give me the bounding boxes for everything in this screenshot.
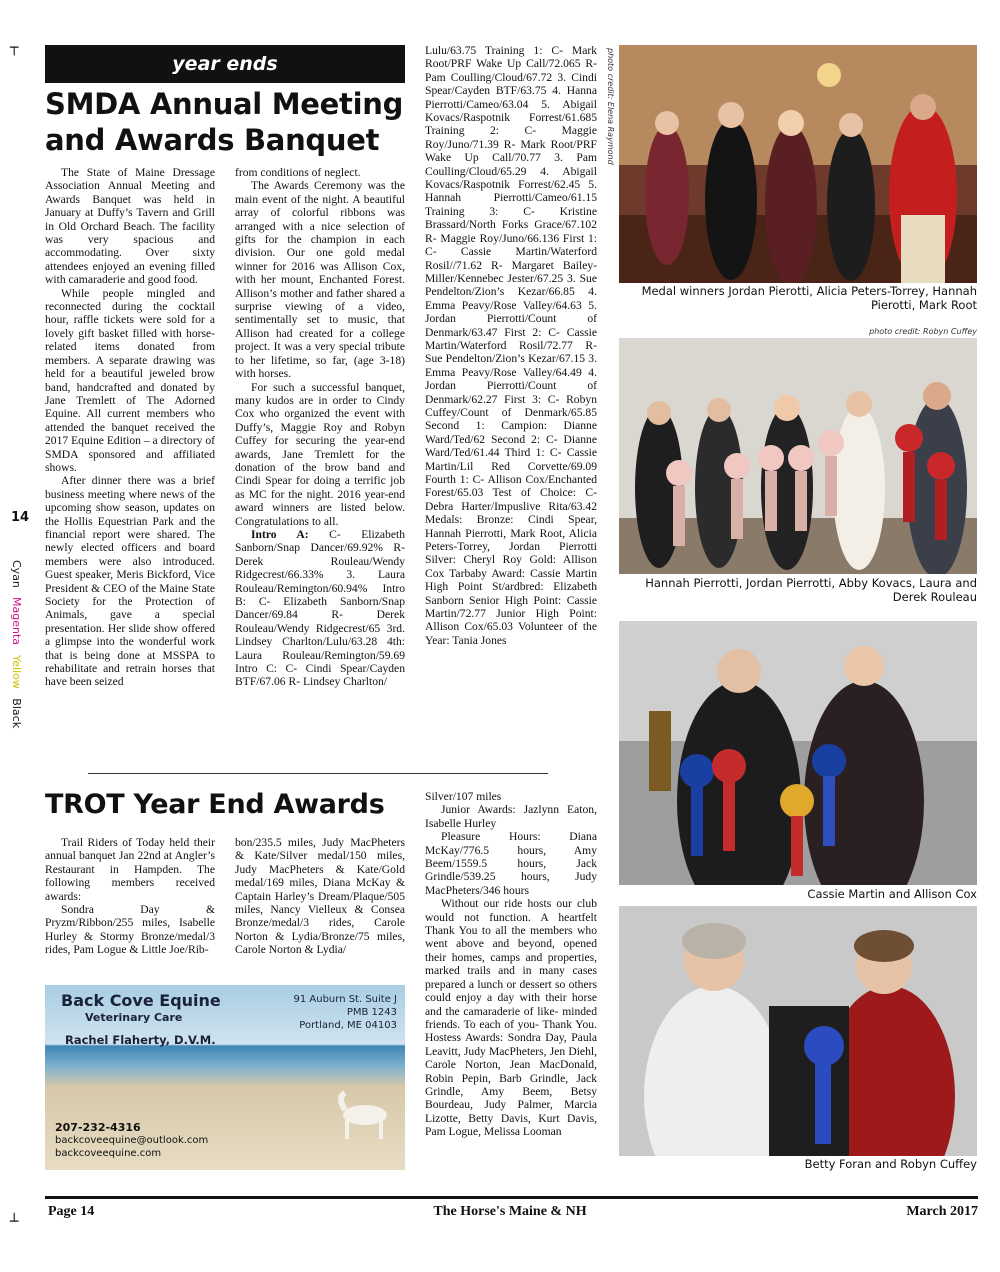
photo-betty-robyn-image [619,906,977,1156]
trot-column-3 [425,790,597,1139]
trot-column-1 [45,836,215,957]
ad-contact [55,1121,208,1160]
section-divider [88,773,548,774]
ad-business-name: Back Cove Equine [61,991,221,1010]
caption-1: Medal winners Jordan Pierotti, Alicia Peters-Torrey, Hannah Pierotti, Mark Root [641,284,977,312]
trot-paragraph: Without our ride hosts our club would not function. A heartfelt Thank You to all the members who went above and beyond, opened their homes, camps and properties, marked trails and in many cases prepared a lunch or dessert so others could enjoy a day with their horse and the camaraderie of like- minded friends. To each of you- Thank You. Hostess Awards: Sondra Day, Paula Leavitt, Judy MacPheters, Jen Diehl, Carole Norton, Jean MacDonald, Robin Pepin, Barb Grindle, Jack Grindle, Amy Beem, Betsy Bourdeau, Judy Palmer, Marcia Lizotte, Betty Davis, Kurt Davis, Pam Logue, Melissa Looman [425,897,597,1139]
smda-paragraph: The State of Maine Dressage Association Annual Meeting and Awards Banquet was held in January at Duffy’s Tavern and Grill in Old Orchard Beach. The facility was very spacious and accommodating. Over sixty attendees enjoyed an evening filled with camaraderie and good food. [45,166,215,287]
footer-date: March 2017 [906,1204,978,1219]
intro-a-label: Intro A: [251,527,309,541]
photo-ribbon-group [619,338,977,574]
color-bar-cyan: Cyan [10,560,23,588]
trot-paragraph: Sondra Day & Pryzm/Ribbon/255 miles, Isabelle Hurley & Stormy Bronze/medal/3 rides, Pam Logue & Little Joe/Rib- [45,903,215,957]
trot-column-2 [235,836,405,957]
ad-website[interactable]: backcoveequine.com [55,1148,162,1159]
smda-paragraph: The Awards Ceremony was the main event of the night. A beautiful array of colorful ribbons was arranged with a nice selection of gifts for the champion in each division. Our one gold medal winner for 2016 was Allison Cox, with her mount, Enchanted Forest. Allison’s mother and father shared a surprise viewing of a video, sentimentally set to music, that Allison had created for a college project. It was a very special tribute to her lifetime, so far, (age 3-18) with horses. [235,179,405,381]
ad-address [293,993,397,1032]
crop-mark-bottom: ┴ [10,1214,19,1230]
photo-cassie-allison-image [619,621,977,885]
smda-paragraph: While people mingled and reconnected during the cocktail hour, raffle tickets were sold for a lovely gift basket filled with horse-related items donated from members. A separate drawing was held for a beautiful jeweled brow band, handcrafted and donated by Jane Tremlett of The Adorned Equine. All current members who attended the banquet received the 2017 Equine Edition – a directory of SMDA sponsored and affiliated shows. [45,286,216,474]
photo-medal-winners [619,45,977,283]
color-bar [10,560,23,740]
trot-paragraph: Junior Awards: Jazlynn Eaton, Isabelle Hurley [425,803,597,830]
trot-paragraph: Trail Riders of Today held their annual banquet Jan 22nd at Angler’s Restaurant in Hampden. The following members received awards: [45,836,215,903]
smda-title [45,86,415,158]
smda-column-2 [235,166,405,689]
smda-column-3 [425,44,597,647]
photo-medal-winners-image [619,45,977,283]
ad-address-line1: 91 Auburn St. Suite J [293,994,397,1005]
side-page-number: 14 [11,510,30,525]
smda-paragraph: For such a successful banquet, many kudos are in order to Cindy Cox who organized the event with Duffy’s, Maggie Roy and Robyn Cuffey for securing the year-end awards, Jane Tremlett for the donation of the brow band and Cindi Spear for doing a terrific job as MC for the night. 2016 year-end award winners are listed below. Congratulations to all. [235,380,405,528]
ad-email[interactable]: backcoveequine@outlook.com [55,1135,209,1146]
smda-paragraph: from conditions of neglect. [235,166,361,179]
color-bar-black: Black [10,698,23,729]
ad-phone: 207-232-4316 [55,1121,141,1134]
ad-address-line3: Portland, ME 04103 [299,1020,397,1031]
footer-rule [45,1196,978,1199]
photo-betty-robyn [619,906,977,1156]
smda-column-1 [45,166,215,689]
photo-cassie-allison [619,621,977,885]
trot-title: TROT Year End Awards [45,789,385,820]
photo-credit-2: photo credit: Robyn Cuffey [869,327,977,336]
smda-paragraph: After dinner there was a brief business meeting where news of the upcoming show season, updates on the Hollis Equestrian Park and the financial report were shared. The newly elected officers and board members were also introduced. Guest speaker, Meris Bickford, Vice President & CEO of the Maine State Society for the Protection of Animals, gave a special presentation. Her slide show offered a glimpse into the wonderful work that is being done at MSSPA to rehabilitate and retrain horses that have been seized [45,474,215,689]
color-bar-magenta: Magenta [10,597,23,646]
footer-publication: The Horse's Maine & NH [433,1204,587,1219]
caption-3: Cassie Martin and Allison Cox [807,887,977,901]
smda-results-continued: Lulu/63.75 Training 1: C- Mark Root/PRF Wake Up Call/72.065 R- Pam Coulling/Cloud/67.72 3. Cindi Spear/Cayden BTF/63.75 4. Hanna Pierrotti/Cameo/63.04 5. Abigail Kovacs/Raspotnik Forrest/61.685 Training 2: C- Maggie Roy/Juno/71.39 R- Mark Root/PRF Wake Up Call/70.77 3. Pam Coulling/Cloud/65.29 4. Abigail Kovacs/Raspotnik Forrest/62.45 5. Hannah Pierrotti/Cameo/61.15 Training 3: C- Kristine Brassard/North Forks Grace/67.102 R- Maggie Roy/Juno/66.136 First 1: C- Cassie Martin/Waterford Rosil//71.62 R- Margaret Bailey-Miller/Kennebec Jester/67.25 3. Sue Pendelton/Zion’s Kezar/66.85 4. Emma Peavy/Rose Valley/64.63 5. Jordan Pierrotti/Count of Denmark/63.47 First 2: C- Cassie Martin/Waterford Rosil/72.77 R- Sue Pendelton/Zion’s Kezar/67.15 3. Emma Peavy/Rose Valley/64.49 4. Jordan Pierrotti/Count of Denmark/62.27 First 3: C- Robyn Cuffey/Count of Denmark/65.85 Second 1: Campion: Dianne Ward/Ted/62 Second 2: C- Dianne Ward/Ted/61.44 Third 1: C- Cassie Martin/Lil Red Corvette/69.09 Fourth 1: C- Allison Cox/Enchanted Forest/65.03 Test of Choice: C- Debra Harter/Impuslive Rita/63.42 Medals: Bronze: Cindi Spear, Hannah Pierrotti, Mark Root, Alicia Peters-Torrey, Jordan Pierrotti Silver: Cheryl Roy Gold: Allison Cox Tarbaby Award: Cassie Martin High Point St/ardbred: Elizabeth Sanborn Senior High Point: Cassie Martin/72.77 Junior High Point: Allison Cox/65.03 Volunteer of the Year: Tania Jones [425,44,597,647]
ad-doctor: Rachel Flaherty, D.V.M. [65,1033,216,1047]
crop-mark-top: ┬ [10,40,19,56]
section-banner: year ends [45,45,405,83]
smda-title-line1: SMDA Annual Meeting [45,87,404,121]
trot-paragraph: Silver/107 miles [425,790,502,803]
photo-credit-1: photo credit: Elena Raymond [606,48,615,165]
footer-page-number: Page 14 [48,1204,95,1219]
color-bar-yellow: Yellow [10,654,23,689]
ad-subtitle: Veterinary Care [85,1011,183,1024]
caption-2: Hannah Pierrotti, Jordan Pierrotti, Abby Kovacs, Laura and Derek Rouleau [645,576,977,604]
smda-results-intro [235,528,405,689]
smda-results-text: C- Elizabeth Sanborn/Snap Dancer/69.92% R- Derek Rouleau/Wendy Ridgecrest/66.33% 3. Laura Rouleau/Remington/60.94% Intro B: C- Elizabeth Sanborn/Snap Dancer/69.84 R- Derek Rouleau/Wendy Ridgecrest/65 3rd. Lindsey Charlton/Lulu/63.28 4th: Laura Rouleau/Remington/59.69 Intro C: C- Cindi Spear/Cayden BTF/67.06 R- Lindsey Charlton/ [235,527,405,689]
trot-paragraph: bon/235.5 miles, Judy MacPheters & Kate/Silver medal/150 miles, Judy MacPheters & Kate/Gold medal/169 miles, Diana McKay & Captain Harley’s Dream/Plaque/505 miles, Nancy Vielleux & Consea Bronze/medal/3 rides, Carole Norton & Lydia/Bronze/75 miles, Carole Norton & Lydia/ [235,836,405,957]
caption-4: Betty Foran and Robyn Cuffey [804,1157,977,1171]
photo-ribbon-group-image [619,338,977,574]
trot-paragraph: Pleasure Hours: Diana McKay/776.5 hours, Amy Beem/1559.5 hours, Jack Grindle/539.25 hours, Judy MacPheters/346 hours [425,830,597,897]
back-cove-equine-ad[interactable] [45,985,405,1170]
ad-address-line2: PMB 1243 [346,1007,397,1018]
smda-title-line2: and Awards Banquet [45,123,380,157]
